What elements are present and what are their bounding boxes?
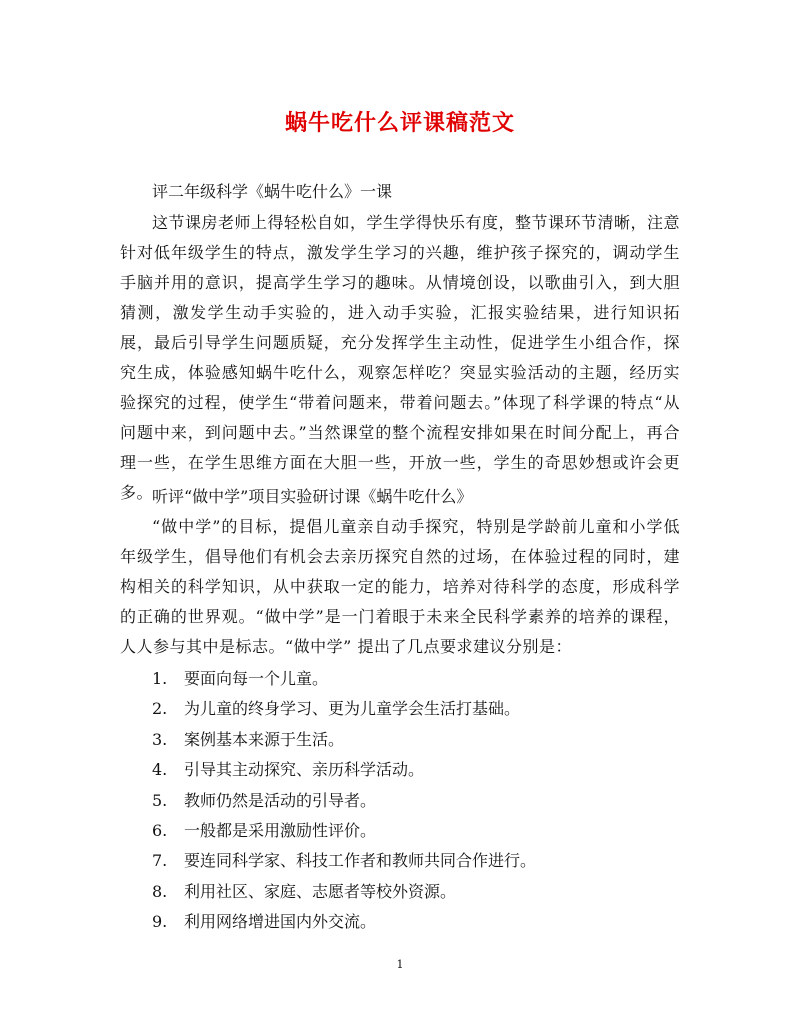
section-heading-2: 听评“做中学”项目实验研讨课《蜗牛吃什么》: [152, 487, 473, 506]
list-item: [152, 849, 536, 879]
page-title: 蜗牛吃什么评课稿范文: [284, 110, 515, 136]
list-item: [152, 697, 536, 727]
list-item: [152, 789, 536, 819]
paragraph-2: “做中学”的目标，提倡儿童亲自动手探究，特别是学龄前儿童和小学低年级学生，倡导他们有机会去亲历探究自然的过场，在体验过程的同时，建构相关的科学知识，从中获取一定的能力，培养对待科学的态度，形成科学的正确的世界观。“做中学”是一门着眼于未来全民科学素养的培养的课程，人人参与其中是标志。“做中学” 提出了几点要求建议分别是：: [120, 517, 680, 656]
list-item-text: 要面向每一个儿童。: [184, 669, 329, 688]
list-item-text: 利用网络增进国内外交流。: [184, 912, 377, 932]
list-item-number: 4.: [152, 760, 168, 780]
list-item-text: 引导其主动探究、亲历科学活动。: [184, 760, 425, 780]
list-item-number: 9.: [152, 912, 168, 932]
requirements-list: [152, 667, 536, 941]
list-item: [152, 758, 536, 788]
list-item-text: 利用社区、家庭、志愿者等校外资源。: [184, 881, 457, 901]
list-item: [152, 880, 536, 910]
paragraph-1: 这节课房老师上得轻松自如，学生学得快乐有度，整节课环节清晰，注意针对低年级学生的特点，激发学生学习的兴趣，维护孩子探究的，调动学生手脑并用的意识，提高学生学习的趣味。从情境创设，以歌曲引入，到大胆猜测，激发学生动手实验的，进入动手实验，汇报实验结果，进行知识拓展，最后引导学生问题质疑，充分发挥学生主动性，促进学生小组合作，探究生成，体验感知蜗牛吃什么，观察怎样吃？突显实验活动的主题，经历实验探究的过程，使学生“带着问题来，带着问题去。”体现了科学课的特点“从问题中来，到问题中去。”当然课堂的整个流程安排如果在时间分配上，再合理一些，在学生思维方面在大胆一些，开放一些，学生的奇思妙想或许会更多。: [120, 213, 681, 502]
list-item-text: 要连同科学家、科技工作者和教师共同合作进行。: [184, 851, 537, 871]
list-item-text: 一般都是采用激励性评价。: [184, 820, 377, 840]
list-item-number: 3.: [152, 729, 168, 749]
list-item-number: 7.: [152, 851, 168, 871]
list-item: [152, 910, 536, 940]
list-item: [152, 667, 536, 697]
list-item-text: 为儿童的终身学习、更为儿童学会生活打基础。: [184, 699, 521, 719]
list-item-number: 1.: [152, 669, 168, 688]
list-item-text: 案例基本来源于生活。: [184, 729, 345, 749]
list-item-number: 2.: [152, 699, 168, 719]
page-number: 1: [396, 958, 404, 971]
list-item: [152, 819, 536, 849]
list-item-number: 5.: [152, 790, 168, 810]
list-item-number: 6.: [152, 820, 168, 840]
list-item: [152, 728, 536, 758]
list-item-number: 8.: [152, 881, 168, 901]
section-heading-1: 评二年级科学《蜗牛吃什么》一课: [152, 182, 393, 201]
list-item-text: 教师仍然是活动的引导者。: [184, 790, 377, 810]
